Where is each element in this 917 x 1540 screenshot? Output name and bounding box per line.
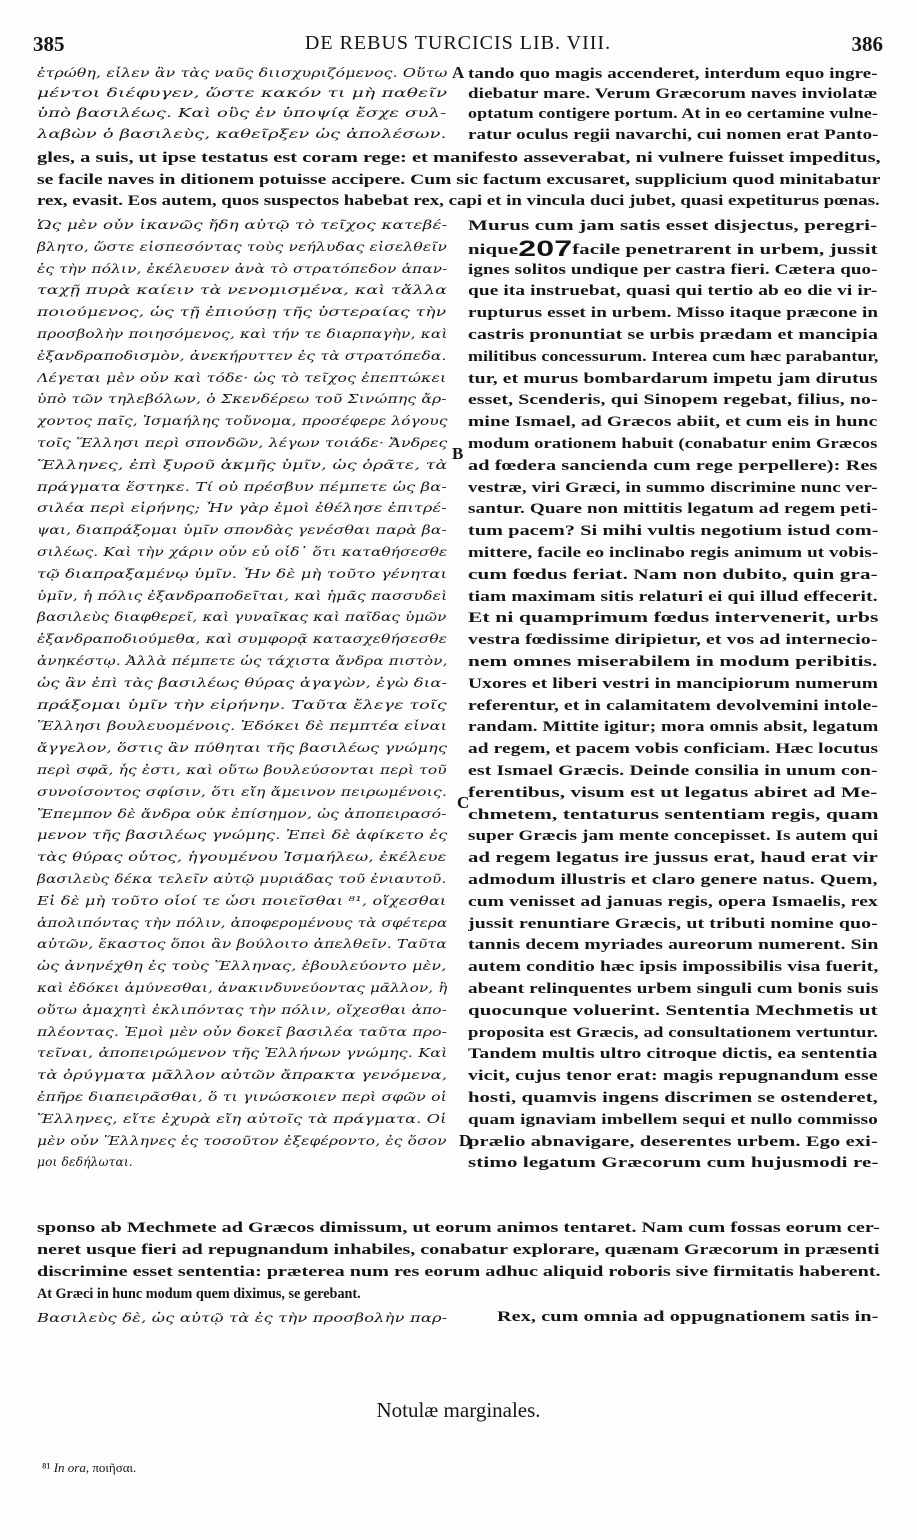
latin-line: super Græcis jam mente concepisset. Is autem qui: [468, 828, 879, 845]
greek-line: σιλέα περὶ εἰρήνης; Ἦν γὰρ ἐμοὶ ἐθέλησε ἐπιτρέ-: [37, 501, 447, 516]
greek-line: βασιλεὺς διαφθερεῖ, καὶ γυναῖκας καὶ παῖδας ὑμῶν: [37, 610, 447, 625]
latin-line: rupturus esset in urbem. Misso itaque præcone in: [468, 305, 879, 322]
greek-line: αὐτῶν, ἕκαστος ὅποι ἂν βούλοιτο ἀπελθεῖν. Ταῦτα: [37, 937, 447, 952]
greek-line: ὡς ἂν ἐπὶ τὰς βασιλέως θύρας ἀγαγὼν, ἐγὼ δια-: [37, 675, 448, 690]
latin-line: Murus cum jam satis esset disjectus, peregri-: [468, 218, 878, 234]
footnote-text: ποιῆσαι.: [92, 1460, 137, 1475]
greek-line: ἀπολιπόντας τὴν πόλιν, ἀποφερομένους τὰ σφέτερα: [37, 915, 448, 930]
latin-line: proposita est Græcis, ad consultationem vertuntur.: [468, 1024, 879, 1041]
latin-line: ignes solitos undique per castra fieri. Cætera quo-: [468, 261, 878, 278]
greek-line: τὰς θύρας οὗτος, ἡγουμένου Ἰσμαήλεω, ἐκέλευε: [37, 850, 447, 865]
greek-line: μοι δεδήλωται.: [37, 1155, 133, 1170]
section-marker-c: C: [457, 793, 470, 812]
latin-line: tando quo magis accenderet, interdum equo ingre-: [468, 66, 878, 82]
latin-line: est Ismael Græcis. Deinde consilia in unum con-: [468, 763, 878, 779]
greek-line: Βασιλεὺς δὲ, ὡς αὐτῷ τὰ ἐς τὴν προσβολὴν παρ-: [37, 1311, 448, 1325]
greek-line: σιλέως. Καὶ τὴν χάριν οὖν εὖ οἶδ᾽ ὅτι καταθήσεσθε: [37, 545, 448, 559]
latin-line: tum pacem? Si mihi vultis negotium istud com-: [468, 523, 879, 540]
latin-line: santur. Quare non mittitis legatum ad regem peti-: [468, 501, 878, 518]
greek-line: Εἰ δὲ μὴ τοῦτο οἷοί τε ὦσι ποιεῖσθαι ⁸¹, οἴχεσθαι: [37, 893, 447, 908]
greek-line: ποιούμενος, ὡς τῇ ἐπιούσῃ τῆς ὑστεραίας τὴν: [37, 305, 447, 320]
latin-line: esset, Scenderis, qui Sinopem regebat, filius, no-: [468, 392, 878, 409]
section-marker-d: D: [459, 1131, 472, 1150]
greek-line: οὕτω ἀμαχητὶ ἐκλιπόντας τὴν πόλιν, οἴχεσθαι ἀπο-: [37, 1002, 448, 1017]
greek-line: περὶ σφᾶ, ἧς ἐστι, καὶ οὕτω βουλεύσονται περὶ τοῦ: [37, 763, 447, 777]
latin-line: abeant relinquentes urbem singuli cum bonis suis: [468, 981, 879, 997]
latin-line: ad regem legatus ire jussus erat, haud erat vir: [468, 850, 878, 867]
greek-line: ἐς τὴν πόλιν, ἐκέλευσεν ἀνὰ τὸ στρατόπεδον ἁπαν-: [37, 261, 448, 276]
latin-line: diebatur mare. Verum Græcorum naves inviolatæ: [468, 86, 878, 103]
latin-line: vestra fœdissime diripietur, et vos ad internecio-: [468, 632, 878, 649]
left-page-number: 385: [33, 32, 65, 56]
greek-line: πράξομαι ὑμῖν τὴν εἰρήνην. Ταῦτα ἔλεγε τοῖς: [37, 697, 447, 712]
greek-line: Ὡς μὲν οὖν ἱκανῶς ἤδη αὐτῷ τὸ τεῖχος κατεβέ-: [37, 218, 448, 232]
latin-line: ratur oculus regii navarchi, cui nomen erat Panto-: [468, 126, 879, 143]
greek-line: ψαι, διαπράξομαι ὑμῖν σπονδὰς γενέσθαι παρὰ βα-: [37, 523, 447, 538]
latin-line: prælio abnavigare, deserentes urbem. Ego exi-: [468, 1133, 878, 1150]
greek-line: ὑπὸ βασιλέως. Καὶ οὓς ἐν ὑποψίᾳ ἔσχε συλ-: [37, 106, 447, 121]
greek-line: ὡς ἀνηνέχθη ἐς τοὺς Ἕλληνας, ἐβουλεύοντο μὲν,: [37, 959, 447, 974]
latin-line: mittere, facile eo inclinabo regis animum ut vobis-: [468, 545, 879, 561]
latin-line: mine Ismael, ad Græcos abiit, et cum eis in hunc: [468, 414, 878, 431]
greek-line: Ἕλληνες, εἴτε ἐχυρὰ εἴη αὐτοῖς τὰ πράγματα. Οἱ: [37, 1111, 447, 1126]
full-width-line: se facile naves in ditionem potuisse accipere. Cum sic factum excusaret, supplicium quod minitabatur: [37, 171, 881, 188]
greek-line: ἀνηκέστῳ. Ἀλλὰ πέμπετε ὡς τάχιστα ἄνδρα πιστὸν,: [37, 654, 448, 668]
latin-line: randam. Mittite igitur; mora omnis absit, legatum: [468, 719, 879, 736]
right-page-number: 386: [851, 32, 883, 56]
latin-line: Rex, cum omnia ad oppugnationem satis in-: [497, 1309, 879, 1325]
latin-line: admodum illustris et claro genere natus. Quem,: [468, 872, 878, 888]
latin-line: ad fœdera sancienda cum rege perpellere): Res: [468, 457, 878, 474]
greek-line: προσβολὴν ποιησόμενος, καὶ τήν τε διαρπαγὴν, καὶ: [37, 327, 448, 341]
latin-line: tannis decem myriades aureorum numerent. Sin: [468, 937, 879, 954]
latin-line: modum orationem habuit (conabatur enim Græcos: [468, 436, 878, 452]
latin-line: vicit, cujus tenor erat: magis repugnandum esse: [468, 1068, 878, 1085]
full-width-line: At Græci in hunc modum quem diximus, se gerebant.: [37, 1286, 361, 1302]
latin-line: autem conditio hæc ipsis impossibilis visa fuerit,: [468, 959, 879, 976]
column-number: 207: [518, 235, 573, 261]
latin-line: castris pronuntiat se urbis prædam et mancipia: [468, 327, 879, 343]
latin-line: nique207facile penetrarent in urbem, jussit: [468, 235, 878, 261]
latin-line: quocunque voluerint. Sententia Mechmetis ut: [468, 1002, 878, 1019]
latin-line: ad regem, et pacem vobis conficiam. Hæc locutus: [468, 741, 879, 758]
latin-line: referentur, et in calamitatem devolvemini intole-: [468, 697, 878, 714]
greek-line: ἐξανδραποδιούμεθα, καὶ συμφορᾷ κατασχεθήσεσθε: [37, 632, 448, 647]
latin-line: que ita instruebat, quasi qui tertio ab eo die vi ir-: [468, 283, 878, 300]
latin-line: quam ignaviam imbellem sequi et nullo commisso: [468, 1111, 878, 1128]
greek-line: Ἕλλησι βουλευομένοις. Ἐδόκει δὲ πεμπτέα εἶναι: [37, 719, 448, 734]
section-marker-a: A: [452, 63, 465, 82]
greek-line: τεῖναι, ἀποπειρώμενον τῆς Ἑλλήνων γνώμης. Καὶ: [37, 1046, 448, 1061]
greek-line: βασιλεὺς δέκα τελεῖν αὐτῷ μυριάδας τοῦ ἐνιαυτοῦ.: [37, 872, 447, 886]
full-width-line: sponso ab Mechmete ad Græcos dimissum, ut eorum animos tentaret. Nam cum fossas eorum cer-: [37, 1220, 880, 1236]
greek-line: βλητο, ὥστε εἰσπεσόντας τοὺς νεήλυδας εἰσελθεῖν: [37, 239, 448, 254]
greek-line: λαβὼν ὁ βασιλεὺς, καθεῖρξεν ὡς ἀπολέσων.: [37, 126, 447, 141]
latin-line: stimo legatum Græcorum cum hujusmodi re-: [468, 1155, 879, 1172]
latin-line: nem omnes miserabilem in modum peribitis.: [468, 654, 878, 670]
latin-line: Tandem multis ultro citroque dictis, ea sententia: [468, 1046, 878, 1063]
latin-line: cum venisset ad januas regis, opera Ismaelis, rex: [468, 893, 878, 910]
latin-line: Et ni quamprimum fœdus intervenerit, urbs: [468, 610, 879, 627]
greek-line: Ἔπεμπον δὲ ἄνδρα οὐκ ἐπίσημον, ὡς ἀποπειρασό-: [37, 806, 447, 821]
greek-line: ὑμῖν, ἡ πόλις ἐξανδραποδεῖται, καὶ ἡμᾶς πασσυδεὶ: [37, 588, 448, 603]
latin-line: tiam maximam sitis relaturi ei qui illud effecerit.: [468, 588, 878, 605]
page-header: [33, 30, 883, 64]
greek-line: μὲν οὖν Ἕλληνες ἐς τοσοῦτον ἐξεφέροντο, ἐς ὅσον: [37, 1133, 447, 1148]
footnote: [42, 1460, 136, 1476]
greek-line: τοῖς Ἕλλησι περὶ σπονδῶν, λέγων τοιάδε· Ἄνδρες: [37, 436, 448, 450]
full-width-line: rex, evasit. Eos autem, quos suspectos habebat rex, capi et in vincula duci jubet, quasi expetiturus pœnas.: [37, 193, 880, 209]
latin-line: militibus concessurum. Interea cum hæc parabantur,: [468, 348, 879, 365]
greek-line: πλέοντας. Ἐμοὶ μὲν οὖν δοκεῖ βασιλέα ταῦτα προ-: [37, 1024, 448, 1039]
latin-line: Uxores et liberi vestri in mancipiorum numerum: [468, 675, 879, 692]
footnote-label: In ora,: [53, 1460, 90, 1475]
greek-line: ταχῇ πυρὰ καίειν τὰ νενομισμένα, καὶ τἄλλα: [37, 283, 448, 298]
latin-line: jussit renuntiare Græcis, ut tributi nomine quo-: [468, 915, 878, 932]
greek-line: Ἕλληνες, ἐπὶ ξυροῦ ἀκμῆς ὑμῖν, ὡς ὁρᾶτε, τὰ: [37, 457, 448, 472]
marginal-notes-title: Notulæ marginales.: [376, 1398, 541, 1422]
running-title: DE REBUS TURCICIS LIB. VIII.: [304, 32, 612, 54]
greek-line: τὰ ὀρύγματα μᾶλλον αὐτῶν ἄπρακτα γενόμενα,: [37, 1068, 448, 1083]
greek-line: ὑπὸ τῶν τηλεβόλων, ὁ Σκενδέρεω τοῦ Σινώπης ἄρ-: [37, 392, 447, 407]
full-width-line: gles, a suis, ut ipse testatus est coram rege: et manifesto asseverabat, ni vulnere fuisset impeditus,: [37, 150, 881, 166]
greek-line: συνοίσοντος σφίσιν, ὅτι εἴη ἄμεινον πειρωμένοις.: [37, 784, 448, 799]
latin-line: optatum contigere portum. At in eo certamine vulne-: [468, 106, 879, 123]
section-marker-b: B: [452, 444, 464, 463]
greek-line: Λέγεται μὲν οὖν καὶ τόδε· ὡς τὸ τεῖχος ἐπεπτώκει: [37, 370, 447, 385]
full-width-line: discrimine esset sententia: præterea num res eorum adhuc aliquid roboris sive firmitatis haberent.: [37, 1264, 881, 1280]
footnote-marker: ⁸¹: [42, 1460, 51, 1475]
full-width-line: neret usque fieri ad repugnandum inhabiles, conabatur explorare, quænam Græcorum in præsenti: [37, 1242, 880, 1258]
greek-line: ἐτρώθη, εἶλεν ἂν τὰς ναῦς διισχυριζόμενος. Οὕτω: [37, 66, 448, 80]
latin-line: vestræ, viri Græci, in summo discrimine nunc ver-: [468, 479, 878, 496]
greek-line: τῷ διαπραξαμένῳ ὑμῖν. Ἦν δὲ μὴ τοῦτο γένηται: [37, 566, 448, 581]
latin-line: tur, et murus bombardarum impetu jam dirutus: [468, 370, 878, 387]
greek-line: ἄγγελον, ὅστις ἂν πύθηται τῆς βασιλέως γνώμης: [37, 741, 448, 756]
greek-line: μενον τῆς βασιλέως γνώμης. Ἐπεὶ δὲ ἀφίκετο ἐς: [37, 828, 448, 843]
greek-line: καὶ ἐδόκει ἀμύνεσθαι, ἀνακινδυνεύοντας μᾶλλον, ἢ: [37, 981, 448, 995]
greek-line: ἐπῆρε διαπειρᾶσθαι, ὅ τι γινώσκοιεν περὶ σφῶν οἱ: [37, 1090, 447, 1104]
latin-line: hosti, quamvis ingens discrimen se ostenderet,: [468, 1090, 878, 1106]
greek-line: ἐξανδραποδισμὸν, ἀνεκήρυττεν ἐς τὰ στρατόπεδα.: [37, 348, 447, 363]
latin-line: ferentibus, visum est ut legatus abiret ad Me-: [468, 784, 878, 801]
latin-line: cum fœdus feriat. Nam non dubito, quin gra-: [468, 566, 878, 583]
greek-line: μέντοι διέφυγεν, ὥστε κακόν τι μὴ παθεῖν: [37, 86, 448, 101]
greek-line: χοντος παῖς, Ἰσμαήλης τοὔνομα, προσέφερε λόγους: [37, 414, 448, 429]
latin-line: chmetem, tentaturus sententiam regis, quam: [468, 806, 879, 823]
greek-line: πράγματα ἕστηκε. Τί οὐ πρέσβυν πέμπετε ὡς βα-: [37, 479, 448, 494]
